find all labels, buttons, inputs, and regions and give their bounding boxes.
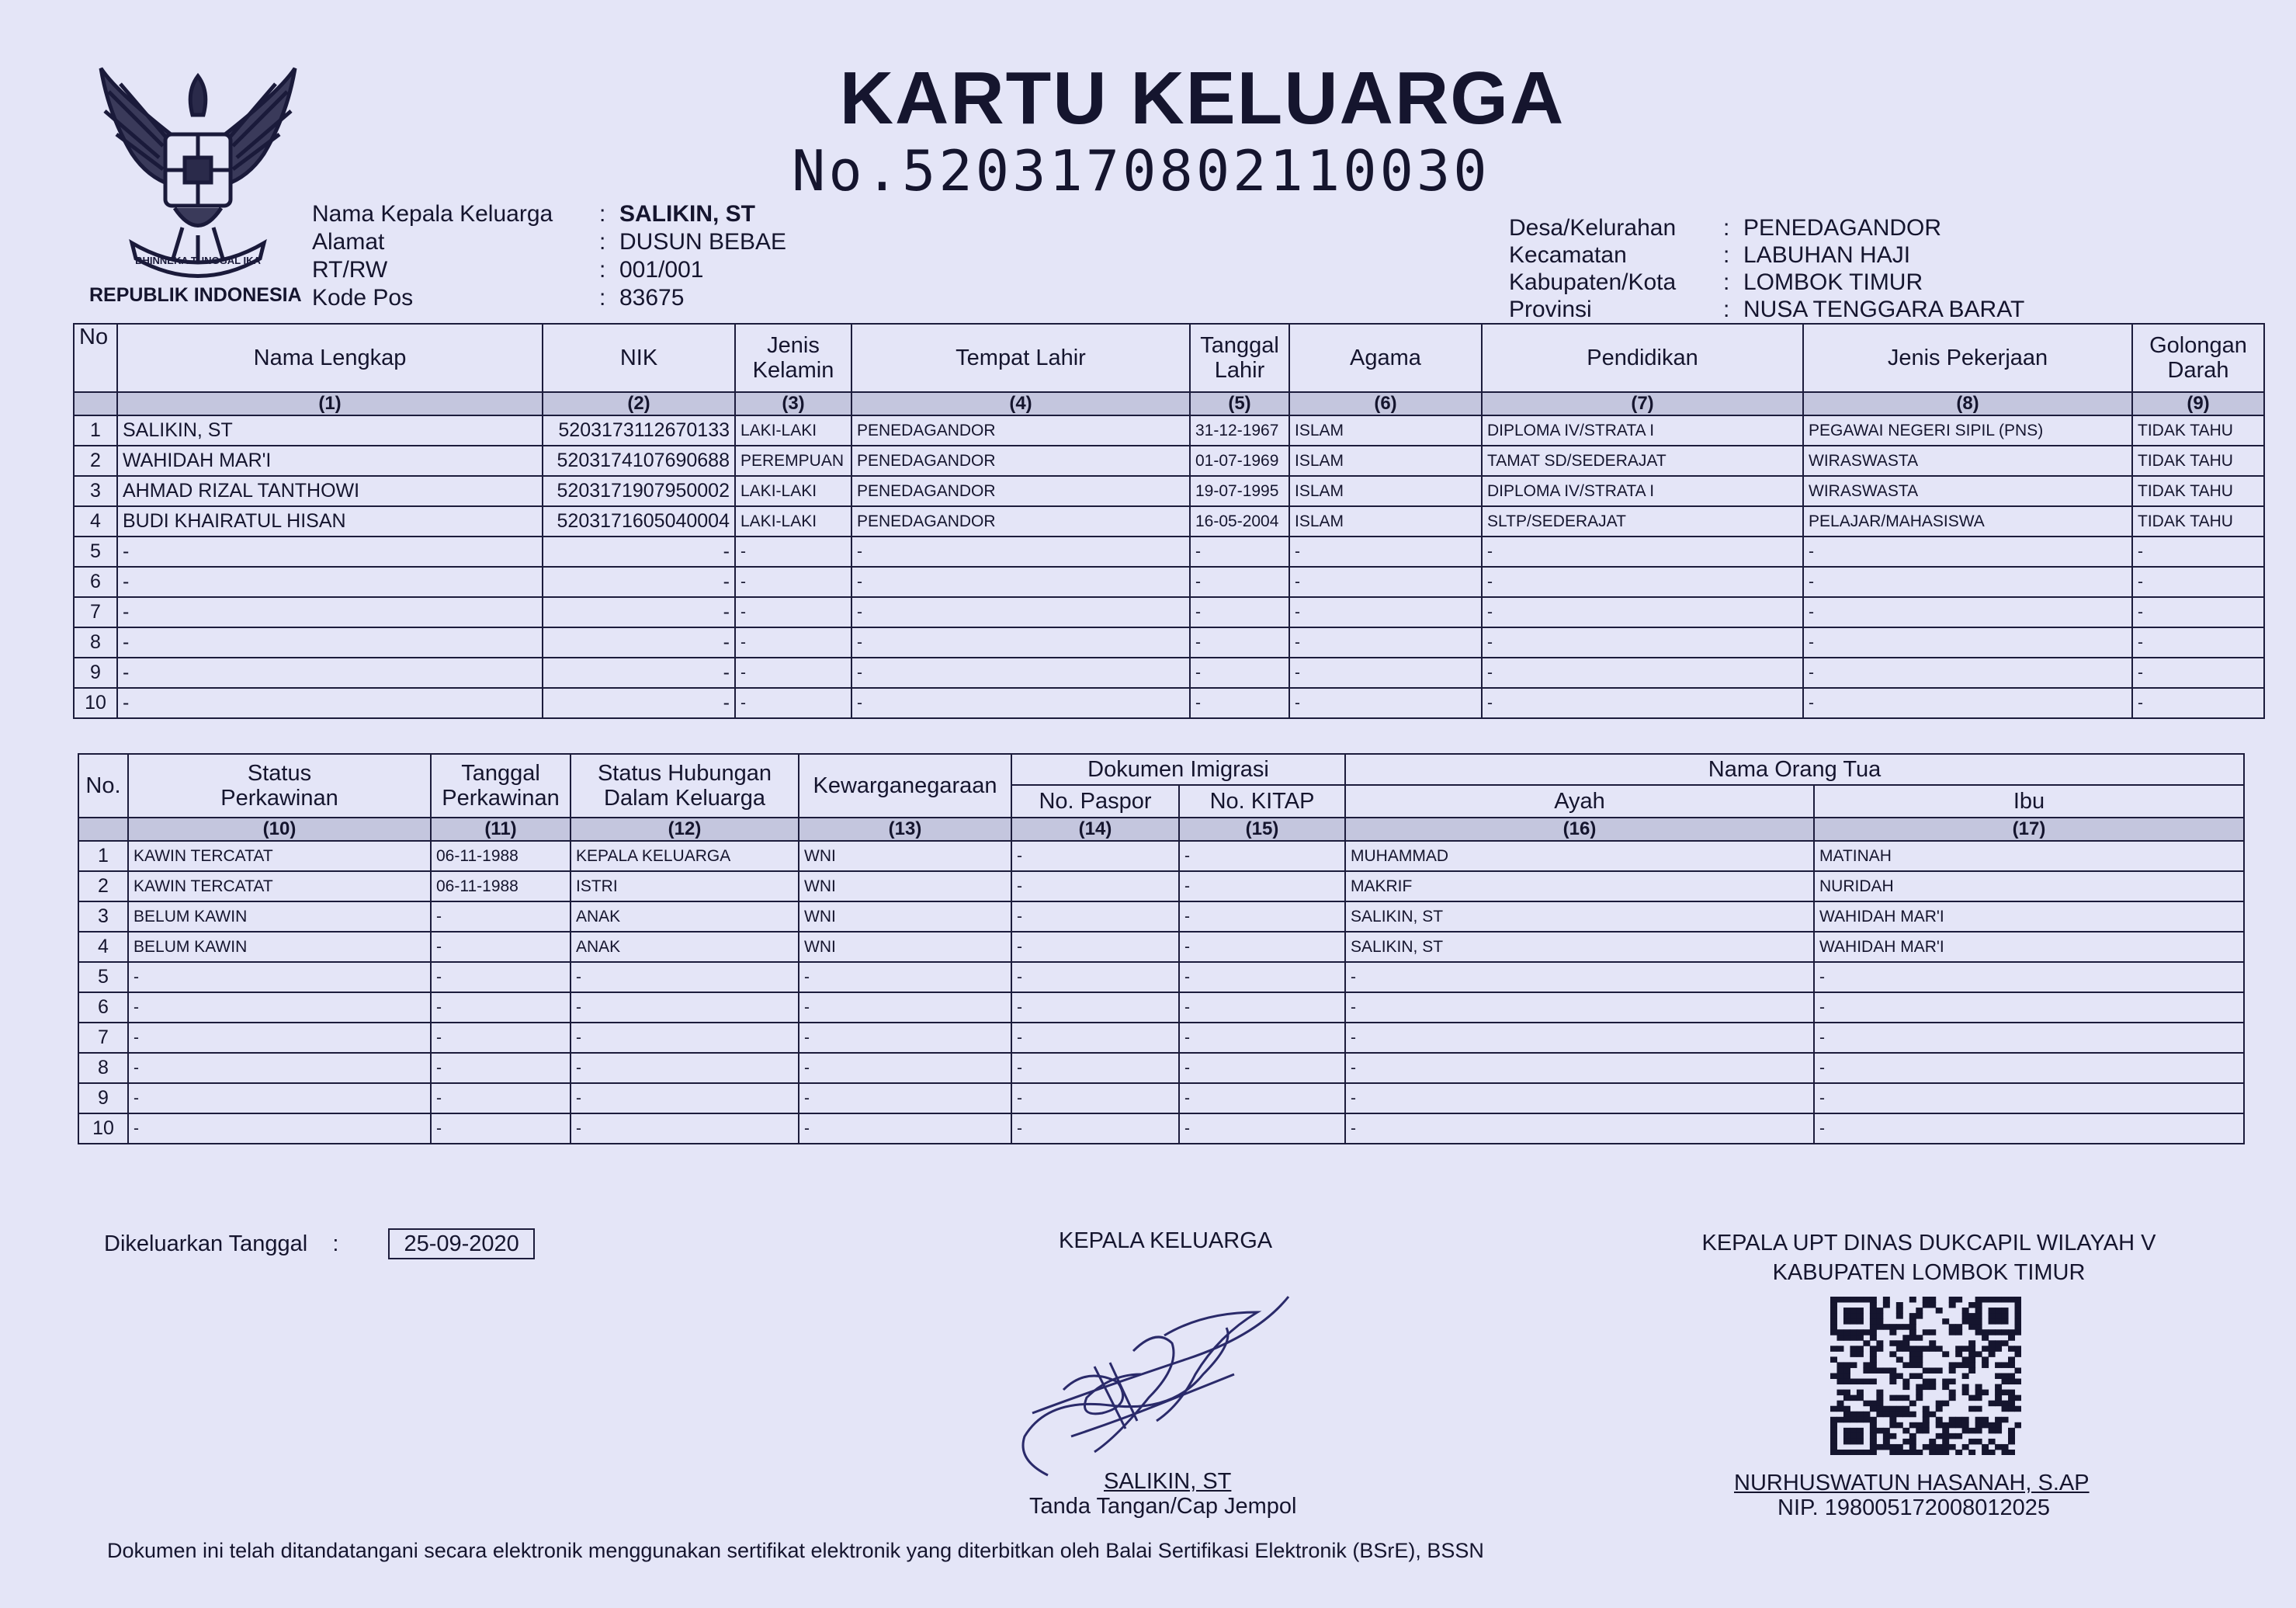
table-row xyxy=(74,476,2264,506)
cell-no: 7 xyxy=(74,597,117,627)
info-row: Nama Kepala Keluarga : SALIKIN, ST xyxy=(312,201,756,227)
index-cell xyxy=(74,392,117,415)
cell-agama: - xyxy=(1289,658,1482,688)
head-of-family-name: SALIKIN, ST xyxy=(1104,1469,1232,1494)
cell-paspor: - xyxy=(1011,841,1179,871)
table-row xyxy=(74,537,2264,567)
cell-tglk: - xyxy=(431,932,571,962)
cell-tempat: - xyxy=(851,537,1190,567)
cell-paspor: - xyxy=(1011,932,1179,962)
col-header-tanggal-perkawinan: Tanggal Perkawinan xyxy=(431,754,571,818)
index-cell: (7) xyxy=(1482,392,1803,415)
cell-status: - xyxy=(128,962,431,992)
cell-no: 9 xyxy=(74,658,117,688)
cell-nama: SALIKIN, ST xyxy=(117,415,543,446)
cell-pendidikan: - xyxy=(1482,658,1803,688)
index-cell: (11) xyxy=(431,818,571,841)
cell-paspor: - xyxy=(1011,901,1179,932)
cell-kwn: - xyxy=(799,1053,1011,1083)
cell-tglk: - xyxy=(431,901,571,932)
table-header-row xyxy=(78,754,2244,785)
table-row xyxy=(78,1083,2244,1113)
cell-pekerjaan: PELAJAR/MAHASISWA xyxy=(1803,506,2132,537)
cell-hub: - xyxy=(571,992,799,1023)
cell-no: 2 xyxy=(78,871,128,901)
cell-no: 5 xyxy=(78,962,128,992)
cell-ibu: WAHIDAH MAR'I xyxy=(1814,901,2244,932)
cell-tglk: - xyxy=(431,962,571,992)
cell-nik: - xyxy=(543,658,735,688)
cell-agama: - xyxy=(1289,627,1482,658)
cell-kitap: - xyxy=(1179,932,1345,962)
cell-no: 10 xyxy=(78,1113,128,1144)
cell-tgl: 01-07-1969 xyxy=(1190,446,1289,476)
cell-nama: - xyxy=(117,688,543,718)
cell-tempat: - xyxy=(851,627,1190,658)
cell-nik: - xyxy=(543,597,735,627)
cell-jk: LAKI-LAKI xyxy=(735,506,851,537)
cell-kwn: WNI xyxy=(799,871,1011,901)
issued-date: 25-09-2020 xyxy=(388,1228,534,1259)
col-header-status-hubungan: Status Hubungan Dalam Keluarga xyxy=(571,754,799,818)
cell-ibu: - xyxy=(1814,1113,2244,1144)
cell-status: KAWIN TERCATAT xyxy=(128,841,431,871)
cell-tglk: - xyxy=(431,1083,571,1113)
cell-no: 10 xyxy=(74,688,117,718)
header-left-info xyxy=(312,200,786,312)
cell-nik: 5203171605040004 xyxy=(543,506,735,537)
cell-paspor: - xyxy=(1011,1023,1179,1053)
cell-pekerjaan: WIRASWASTA xyxy=(1803,476,2132,506)
info-row: Desa/Kelurahan : PENEDAGANDOR xyxy=(1509,215,1942,241)
qr-code-icon xyxy=(1830,1297,2021,1455)
cell-no: 2 xyxy=(74,446,117,476)
cell-tempat: - xyxy=(851,597,1190,627)
col-header-status-perkawinan: Status Perkawinan xyxy=(128,754,431,818)
cell-tglk: 06-11-1988 xyxy=(431,841,571,871)
cell-no: 9 xyxy=(78,1083,128,1113)
cell-ayah: - xyxy=(1345,1053,1814,1083)
cell-pekerjaan: PEGAWAI NEGERI SIPIL (PNS) xyxy=(1803,415,2132,446)
cell-hub: - xyxy=(571,1113,799,1144)
cell-gol: - xyxy=(2132,658,2264,688)
cell-jk: - xyxy=(735,688,851,718)
cell-agama: - xyxy=(1289,537,1482,567)
cell-pekerjaan: - xyxy=(1803,567,2132,597)
table-row xyxy=(78,992,2244,1023)
col-header-nama: Nama Lengkap xyxy=(117,324,543,392)
info-row: Provinsi : NUSA TENGGARA BARAT xyxy=(1509,297,2025,322)
cell-no: 1 xyxy=(74,415,117,446)
cell-status: - xyxy=(128,1083,431,1113)
cell-jk: LAKI-LAKI xyxy=(735,415,851,446)
cell-nik: 5203174107690688 xyxy=(543,446,735,476)
table-row xyxy=(78,871,2244,901)
cell-gol: TIDAK TAHU xyxy=(2132,415,2264,446)
cell-pendidikan: - xyxy=(1482,627,1803,658)
cell-kwn: WNI xyxy=(799,841,1011,871)
table-row xyxy=(74,658,2264,688)
cell-hub: - xyxy=(571,1053,799,1083)
cell-kwn: - xyxy=(799,962,1011,992)
table-row xyxy=(74,415,2264,446)
cell-pendidikan: - xyxy=(1482,537,1803,567)
table-row xyxy=(74,688,2264,718)
cell-gol: - xyxy=(2132,537,2264,567)
index-cell: (15) xyxy=(1179,818,1345,841)
index-cell: (6) xyxy=(1289,392,1482,415)
column-index-row xyxy=(78,818,2244,841)
cell-ayah: SALIKIN, ST xyxy=(1345,932,1814,962)
issued-date-section xyxy=(104,1231,535,1257)
cell-hub: - xyxy=(571,962,799,992)
col-header-kitap: No. KITAP xyxy=(1179,785,1345,818)
col-header-jenis-kelamin: Jenis Kelamin xyxy=(735,324,851,392)
cell-no: 4 xyxy=(74,506,117,537)
col-header-no: No xyxy=(74,324,117,392)
index-cell: (14) xyxy=(1011,818,1179,841)
cell-tgl: - xyxy=(1190,627,1289,658)
index-cell: (3) xyxy=(735,392,851,415)
table-row xyxy=(78,1113,2244,1144)
cell-tglk: - xyxy=(431,1023,571,1053)
cell-kwn: - xyxy=(799,992,1011,1023)
cell-ayah: - xyxy=(1345,1083,1814,1113)
cell-ayah: - xyxy=(1345,1023,1814,1053)
index-cell: (9) xyxy=(2132,392,2264,415)
cell-tgl: - xyxy=(1190,688,1289,718)
info-row: Kecamatan : LABUHAN HAJI xyxy=(1509,242,1911,268)
cell-tgl: - xyxy=(1190,658,1289,688)
cell-ayah: - xyxy=(1345,992,1814,1023)
cell-pendidikan: DIPLOMA IV/STRATA I xyxy=(1482,476,1803,506)
cell-tempat: PENEDAGANDOR xyxy=(851,415,1190,446)
table-row xyxy=(74,567,2264,597)
cell-no: 5 xyxy=(74,537,117,567)
cell-agama: ISLAM xyxy=(1289,506,1482,537)
col-header-nik: NIK xyxy=(543,324,735,392)
col-header-ibu: Ibu xyxy=(1814,785,2244,818)
cell-status: BELUM KAWIN xyxy=(128,932,431,962)
cell-nama: BUDI KHAIRATUL HISAN xyxy=(117,506,543,537)
cell-agama: - xyxy=(1289,688,1482,718)
index-cell: (10) xyxy=(128,818,431,841)
cell-gol: - xyxy=(2132,597,2264,627)
cell-agama: - xyxy=(1289,567,1482,597)
official-title: KEPALA UPT DINAS DUKCAPIL WILAYAH V KABUPATEN LOMBOK TIMUR xyxy=(1701,1231,2156,1285)
family-card-number: No.5203170802110030 xyxy=(792,138,1490,203)
cell-jk: - xyxy=(735,627,851,658)
cell-ibu: - xyxy=(1814,992,2244,1023)
cell-nama: - xyxy=(117,658,543,688)
info-row: Kode Pos : 83675 xyxy=(312,285,685,311)
cell-nama: - xyxy=(117,627,543,658)
header-right-info xyxy=(1509,214,2024,323)
info-row: Kabupaten/Kota : LOMBOK TIMUR xyxy=(1509,269,1923,295)
cell-agama: ISLAM xyxy=(1289,476,1482,506)
cell-pekerjaan: WIRASWASTA xyxy=(1803,446,2132,476)
cell-status: - xyxy=(128,1053,431,1083)
col-header-ayah: Ayah xyxy=(1345,785,1814,818)
cell-nik: - xyxy=(543,688,735,718)
cell-ayah: MUHAMMAD xyxy=(1345,841,1814,871)
cell-paspor: - xyxy=(1011,962,1179,992)
table-row xyxy=(78,962,2244,992)
cell-nik: - xyxy=(543,627,735,658)
cell-tempat: PENEDAGANDOR xyxy=(851,476,1190,506)
cell-kitap: - xyxy=(1179,901,1345,932)
cell-kitap: - xyxy=(1179,992,1345,1023)
table-row xyxy=(78,1053,2244,1083)
cell-ibu: - xyxy=(1814,962,2244,992)
cell-tglk: - xyxy=(431,1113,571,1144)
cell-paspor: - xyxy=(1011,1053,1179,1083)
index-cell xyxy=(78,818,128,841)
cell-status: - xyxy=(128,1023,431,1053)
cell-pekerjaan: - xyxy=(1803,627,2132,658)
signature-icon xyxy=(1001,1281,1296,1491)
cell-tglk: - xyxy=(431,992,571,1023)
cell-tempat: - xyxy=(851,658,1190,688)
col-header-pendidikan: Pendidikan xyxy=(1482,324,1803,392)
cell-paspor: - xyxy=(1011,871,1179,901)
cell-nik: 5203173112670133 xyxy=(543,415,735,446)
col-header-dokumen-imigrasi: Dokumen Imigrasi xyxy=(1011,754,1345,785)
cell-nama: - xyxy=(117,597,543,627)
cell-kwn: WNI xyxy=(799,932,1011,962)
index-cell: (5) xyxy=(1190,392,1289,415)
col-header-kewarganegaraan: Kewarganegaraan xyxy=(799,754,1011,818)
cell-no: 6 xyxy=(74,567,117,597)
cell-tglk: 06-11-1988 xyxy=(431,871,571,901)
cell-tgl: 31-12-1967 xyxy=(1190,415,1289,446)
index-cell: (13) xyxy=(799,818,1011,841)
cell-ayah: - xyxy=(1345,962,1814,992)
cell-gol: TIDAK TAHU xyxy=(2132,476,2264,506)
cell-no: 1 xyxy=(78,841,128,871)
table-row xyxy=(74,506,2264,537)
cell-gol: TIDAK TAHU xyxy=(2132,446,2264,476)
cell-no: 8 xyxy=(78,1053,128,1083)
col-header-tanggal-lahir: Tanggal Lahir xyxy=(1190,324,1289,392)
table-header-row xyxy=(74,324,2264,392)
cell-jk: - xyxy=(735,537,851,567)
cell-kwn: - xyxy=(799,1113,1011,1144)
cell-kitap: - xyxy=(1179,871,1345,901)
column-index-row xyxy=(74,392,2264,415)
info-row: Alamat : DUSUN BEBAE xyxy=(312,229,787,255)
cell-nama: - xyxy=(117,567,543,597)
cell-kitap: - xyxy=(1179,1023,1345,1053)
cell-gol: - xyxy=(2132,627,2264,658)
cell-pendidikan: - xyxy=(1482,567,1803,597)
cell-ayah: SALIKIN, ST xyxy=(1345,901,1814,932)
cell-kwn: - xyxy=(799,1083,1011,1113)
cell-no: 4 xyxy=(78,932,128,962)
cell-no: 7 xyxy=(78,1023,128,1053)
cell-ibu: - xyxy=(1814,1053,2244,1083)
col-header-no: No. xyxy=(78,754,128,818)
issued-colon: : xyxy=(332,1231,339,1256)
col-header-agama: Agama xyxy=(1289,324,1482,392)
cell-ayah: MAKRIF xyxy=(1345,871,1814,901)
family-members-table xyxy=(73,323,2265,719)
col-header-paspor: No. Paspor xyxy=(1011,785,1179,818)
table-row xyxy=(74,627,2264,658)
svg-text:BHINNEKA TUNGGAL IKA: BHINNEKA TUNGGAL IKA xyxy=(135,255,261,266)
cell-no: 3 xyxy=(78,901,128,932)
cell-jk: - xyxy=(735,597,851,627)
index-cell: (4) xyxy=(851,392,1190,415)
cell-nama: AHMAD RIZAL TANTHOWI xyxy=(117,476,543,506)
index-cell: (1) xyxy=(117,392,543,415)
cell-kitap: - xyxy=(1179,1113,1345,1144)
info-row: RT/RW : 001/001 xyxy=(312,257,704,283)
cell-tgl: - xyxy=(1190,597,1289,627)
cell-nama: WAHIDAH MAR'I xyxy=(117,446,543,476)
table-row xyxy=(74,446,2264,476)
cell-jk: - xyxy=(735,567,851,597)
cell-tgl: - xyxy=(1190,537,1289,567)
cell-paspor: - xyxy=(1011,1113,1179,1144)
table-row xyxy=(74,597,2264,627)
cell-pendidikan: SLTP/SEDERAJAT xyxy=(1482,506,1803,537)
cell-nik: - xyxy=(543,567,735,597)
table-row xyxy=(78,932,2244,962)
cell-tempat: - xyxy=(851,688,1190,718)
cell-pekerjaan: - xyxy=(1803,688,2132,718)
cell-tempat: PENEDAGANDOR xyxy=(851,446,1190,476)
head-of-family-title: KEPALA KELUARGA xyxy=(1059,1228,1273,1253)
cell-pendidikan: TAMAT SD/SEDERAJAT xyxy=(1482,446,1803,476)
cell-agama: ISLAM xyxy=(1289,415,1482,446)
cell-gol: - xyxy=(2132,567,2264,597)
cell-ibu: - xyxy=(1814,1083,2244,1113)
cell-tgl: - xyxy=(1190,567,1289,597)
cell-ayah: - xyxy=(1345,1113,1814,1144)
emblem-caption: REPUBLIK INDONESIA xyxy=(89,284,302,306)
cell-ibu: WAHIDAH MAR'I xyxy=(1814,932,2244,962)
cell-jk: - xyxy=(735,658,851,688)
index-cell: (16) xyxy=(1345,818,1814,841)
cell-status: KAWIN TERCATAT xyxy=(128,871,431,901)
official-nip: NIP. 198005172008012025 xyxy=(1777,1495,2051,1520)
cell-hub: - xyxy=(571,1083,799,1113)
cell-kitap: - xyxy=(1179,1053,1345,1083)
cell-pekerjaan: - xyxy=(1803,658,2132,688)
col-header-pekerjaan: Jenis Pekerjaan xyxy=(1803,324,2132,392)
cell-pendidikan: DIPLOMA IV/STRATA I xyxy=(1482,415,1803,446)
cell-paspor: - xyxy=(1011,1083,1179,1113)
cell-kwn: WNI xyxy=(799,901,1011,932)
cell-pendidikan: - xyxy=(1482,688,1803,718)
cell-tempat: PENEDAGANDOR xyxy=(851,506,1190,537)
index-cell: (12) xyxy=(571,818,799,841)
cell-no: 6 xyxy=(78,992,128,1023)
cell-no: 3 xyxy=(74,476,117,506)
col-header-nama-orang-tua: Nama Orang Tua xyxy=(1345,754,2244,785)
cell-hub: ANAK xyxy=(571,932,799,962)
col-header-tempat-lahir: Tempat Lahir xyxy=(851,324,1190,392)
cell-ibu: NURIDAH xyxy=(1814,871,2244,901)
table-row xyxy=(78,841,2244,871)
cell-kwn: - xyxy=(799,1023,1011,1053)
cell-hub: - xyxy=(571,1023,799,1053)
table-row xyxy=(78,901,2244,932)
cell-no: 8 xyxy=(74,627,117,658)
cell-paspor: - xyxy=(1011,992,1179,1023)
cell-agama: ISLAM xyxy=(1289,446,1482,476)
cell-gol: - xyxy=(2132,688,2264,718)
cell-ibu: MATINAH xyxy=(1814,841,2244,871)
cell-jk: LAKI-LAKI xyxy=(735,476,851,506)
cell-tempat: - xyxy=(851,567,1190,597)
col-header-golongan-darah: Golongan Darah xyxy=(2132,324,2264,392)
cell-status: - xyxy=(128,992,431,1023)
cell-tgl: 19-07-1995 xyxy=(1190,476,1289,506)
cell-pekerjaan: - xyxy=(1803,597,2132,627)
signature-caption: Tanda Tangan/Cap Jempol xyxy=(1029,1494,1297,1519)
document-title: KARTU KELUARGA xyxy=(839,57,1566,140)
cell-agama: - xyxy=(1289,597,1482,627)
cell-status: - xyxy=(128,1113,431,1144)
official-name: NURHUSWATUN HASANAH, S.AP xyxy=(1734,1471,2090,1495)
cell-hub: ISTRI xyxy=(571,871,799,901)
cell-hub: ANAK xyxy=(571,901,799,932)
cell-nama: - xyxy=(117,537,543,567)
cell-jk: PEREMPUAN xyxy=(735,446,851,476)
cell-status: BELUM KAWIN xyxy=(128,901,431,932)
cell-kitap: - xyxy=(1179,962,1345,992)
table-row xyxy=(78,1023,2244,1053)
cell-kitap: - xyxy=(1179,1083,1345,1113)
cell-nik: 5203171907950002 xyxy=(543,476,735,506)
cell-ibu: - xyxy=(1814,1023,2244,1053)
cell-nik: - xyxy=(543,537,735,567)
index-cell: (17) xyxy=(1814,818,2244,841)
electronic-signature-disclaimer: Dokumen ini telah ditandatangani secara elektronik menggunakan sertifikat elektronik yang diterbitkan oleh Balai Sertifikasi Elektronik (BSrE), BSSN xyxy=(107,1539,1484,1562)
index-cell: (8) xyxy=(1803,392,2132,415)
cell-pendidikan: - xyxy=(1482,597,1803,627)
index-cell: (2) xyxy=(543,392,735,415)
cell-gol: TIDAK TAHU xyxy=(2132,506,2264,537)
cell-pekerjaan: - xyxy=(1803,537,2132,567)
family-status-table xyxy=(78,753,2245,1144)
cell-kitap: - xyxy=(1179,841,1345,871)
issued-label: Dikeluarkan Tanggal xyxy=(104,1231,308,1256)
cell-hub: KEPALA KELUARGA xyxy=(571,841,799,871)
cell-tgl: 16-05-2004 xyxy=(1190,506,1289,537)
cell-tglk: - xyxy=(431,1053,571,1083)
